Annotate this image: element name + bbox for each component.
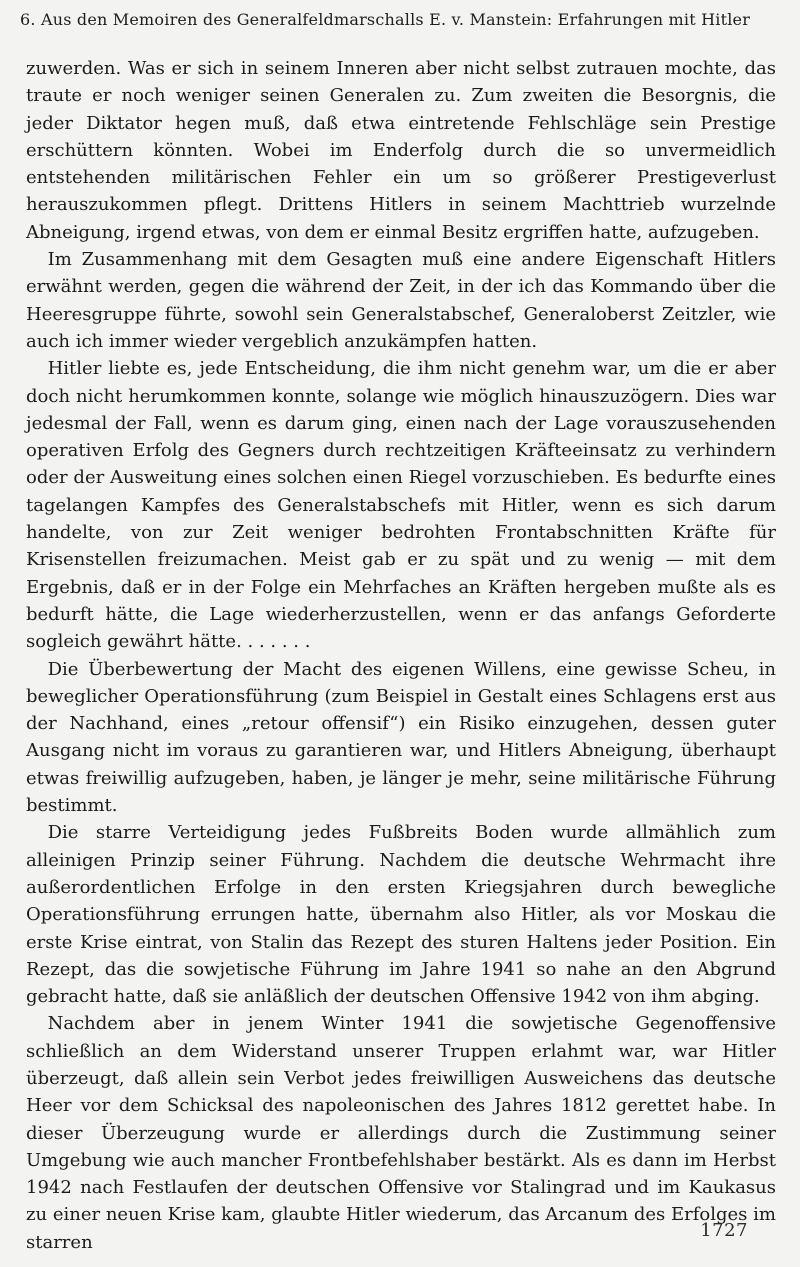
- paragraph-3: Hitler liebte es, jede Entscheidung, die ihm nicht genehm war, um die er aber doch nicht herumkommen konnte, solange wie möglich hinauszuzögern. Dies war jedesmal der Fall, wenn es darum ging, einen nach der Lage vorauszusehenden operativen Erfolg des Gegners durch rechtzeitigen Kräfteeinsatz zu verhindern oder der Ausweitung eines solchen einen Riegel vorzuschieben. Es bedurfte eines tagelangen Kampfes des Generalstabschefs mit Hitler, wenn es sich darum handelte, von zur Zeit weniger bedrohten Frontabschnitten Kräfte für Krisenstellen freizumachen. Meist gab er zu spät und zu wenig — mit dem Ergebnis, daß er in der Folge ein Mehrfaches an Kräften hergeben mußte als es bedurft hätte, die Lage wiederherzustellen, wenn er das anfangs Geforderte sogleich gewährt hätte. . . . . . .: [26, 358, 776, 653]
- paragraph-1: zuwerden. Was er sich in seinem Inneren aber nicht selbst zutrauen mochte, das traute er noch weniger seinen Generalen zu. Zum zweiten die Besorgnis, die jeder Diktator hegen muß, daß etwa eintretende Fehlschläge sein Prestige erschüttern könnten. Wobei im Enderfolg durch die so unvermeidlich entstehenden militärischen Fehler ein um so größerer Prestigeverlust herauszukommen pflegt. Drittens Hitlers in seinem Machttrieb wurzelnde Abneigung, irgend etwas, von dem er einmal Besitz ergriffen hatte, aufzugeben.: [26, 58, 776, 243]
- running-head: 6. Aus den Memoiren des Generalfeldmarschalls E. v. Manstein: Erfahrungen mit Hitler: [20, 10, 751, 29]
- page-number: 1727: [700, 1220, 748, 1241]
- paragraph-5: Die starre Verteidigung jedes Fußbreits Boden wurde allmählich zum alleinigen Prinzip seiner Führung. Nachdem die deutsche Wehrmacht ihre außerordentlichen Erfolge in den ersten Kriegsjahren durch bewegliche Operationsführung errungen hatte, übernahm also Hitler, als vor Moskau die erste Krise eintrat, von Stalin das Rezept des sturen Haltens jeder Position. Ein Rezept, das die sowjetische Führung im Jahre 1941 so nahe an den Abgrund gebracht hatte, daß sie anläßlich der deutschen Offensive 1942 von ihm abging.: [26, 822, 776, 1008]
- paragraph-4: Die Überbewertung der Macht des eigenen Willens, eine gewisse Scheu, in beweglicher Operationsführung (zum Beispiel in Gestalt eines Schlagens erst aus der Nachhand, eines „retour offensif“) ein Risiko einzugehen, dessen guter Ausgang nicht im voraus zu garantieren war, und Hitlers Abneigung, überhaupt etwas freiwillig aufzugeben, haben, je länger je mehr, seine militärische Führung bestimmt.: [26, 658, 776, 817]
- paragraph-6: Nachdem aber in jenem Winter 1941 die sowjetische Gegenoffensive schließlich an dem Widerstand unserer Truppen erlahmt war, war Hitler überzeugt, daß allein sein Verbot jedes freiwilligen Ausweichens das deutsche Heer vor dem Schicksal des napoleonischen des Jahres 1812 gerettet habe. In dieser Überzeugung wurde er allerdings durch die Zustimmung seiner Umgebung wie auch mancher Frontbefehlshaber bestärkt. Als es dann im Herbst 1942 nach Festlaufen der deutschen Offensive vor Stalingrad und im Kaukasus zu einer neuen Krise kam, glaubte Hitler wiederum, das Arcanum des Erfolges im starren: [26, 1013, 776, 1253]
- body-text: [26, 55, 776, 1256]
- paragraph-2: Im Zusammenhang mit dem Gesagten muß eine andere Eigenschaft Hitlers erwähnt werden, gegen die während der Zeit, in der ich das Kommando über die Heeresgruppe führte, sowohl sein Generalstabschef, Generaloberst Zeitzler, wie auch ich immer wieder vergeblich anzukämpfen hatten.: [26, 249, 776, 352]
